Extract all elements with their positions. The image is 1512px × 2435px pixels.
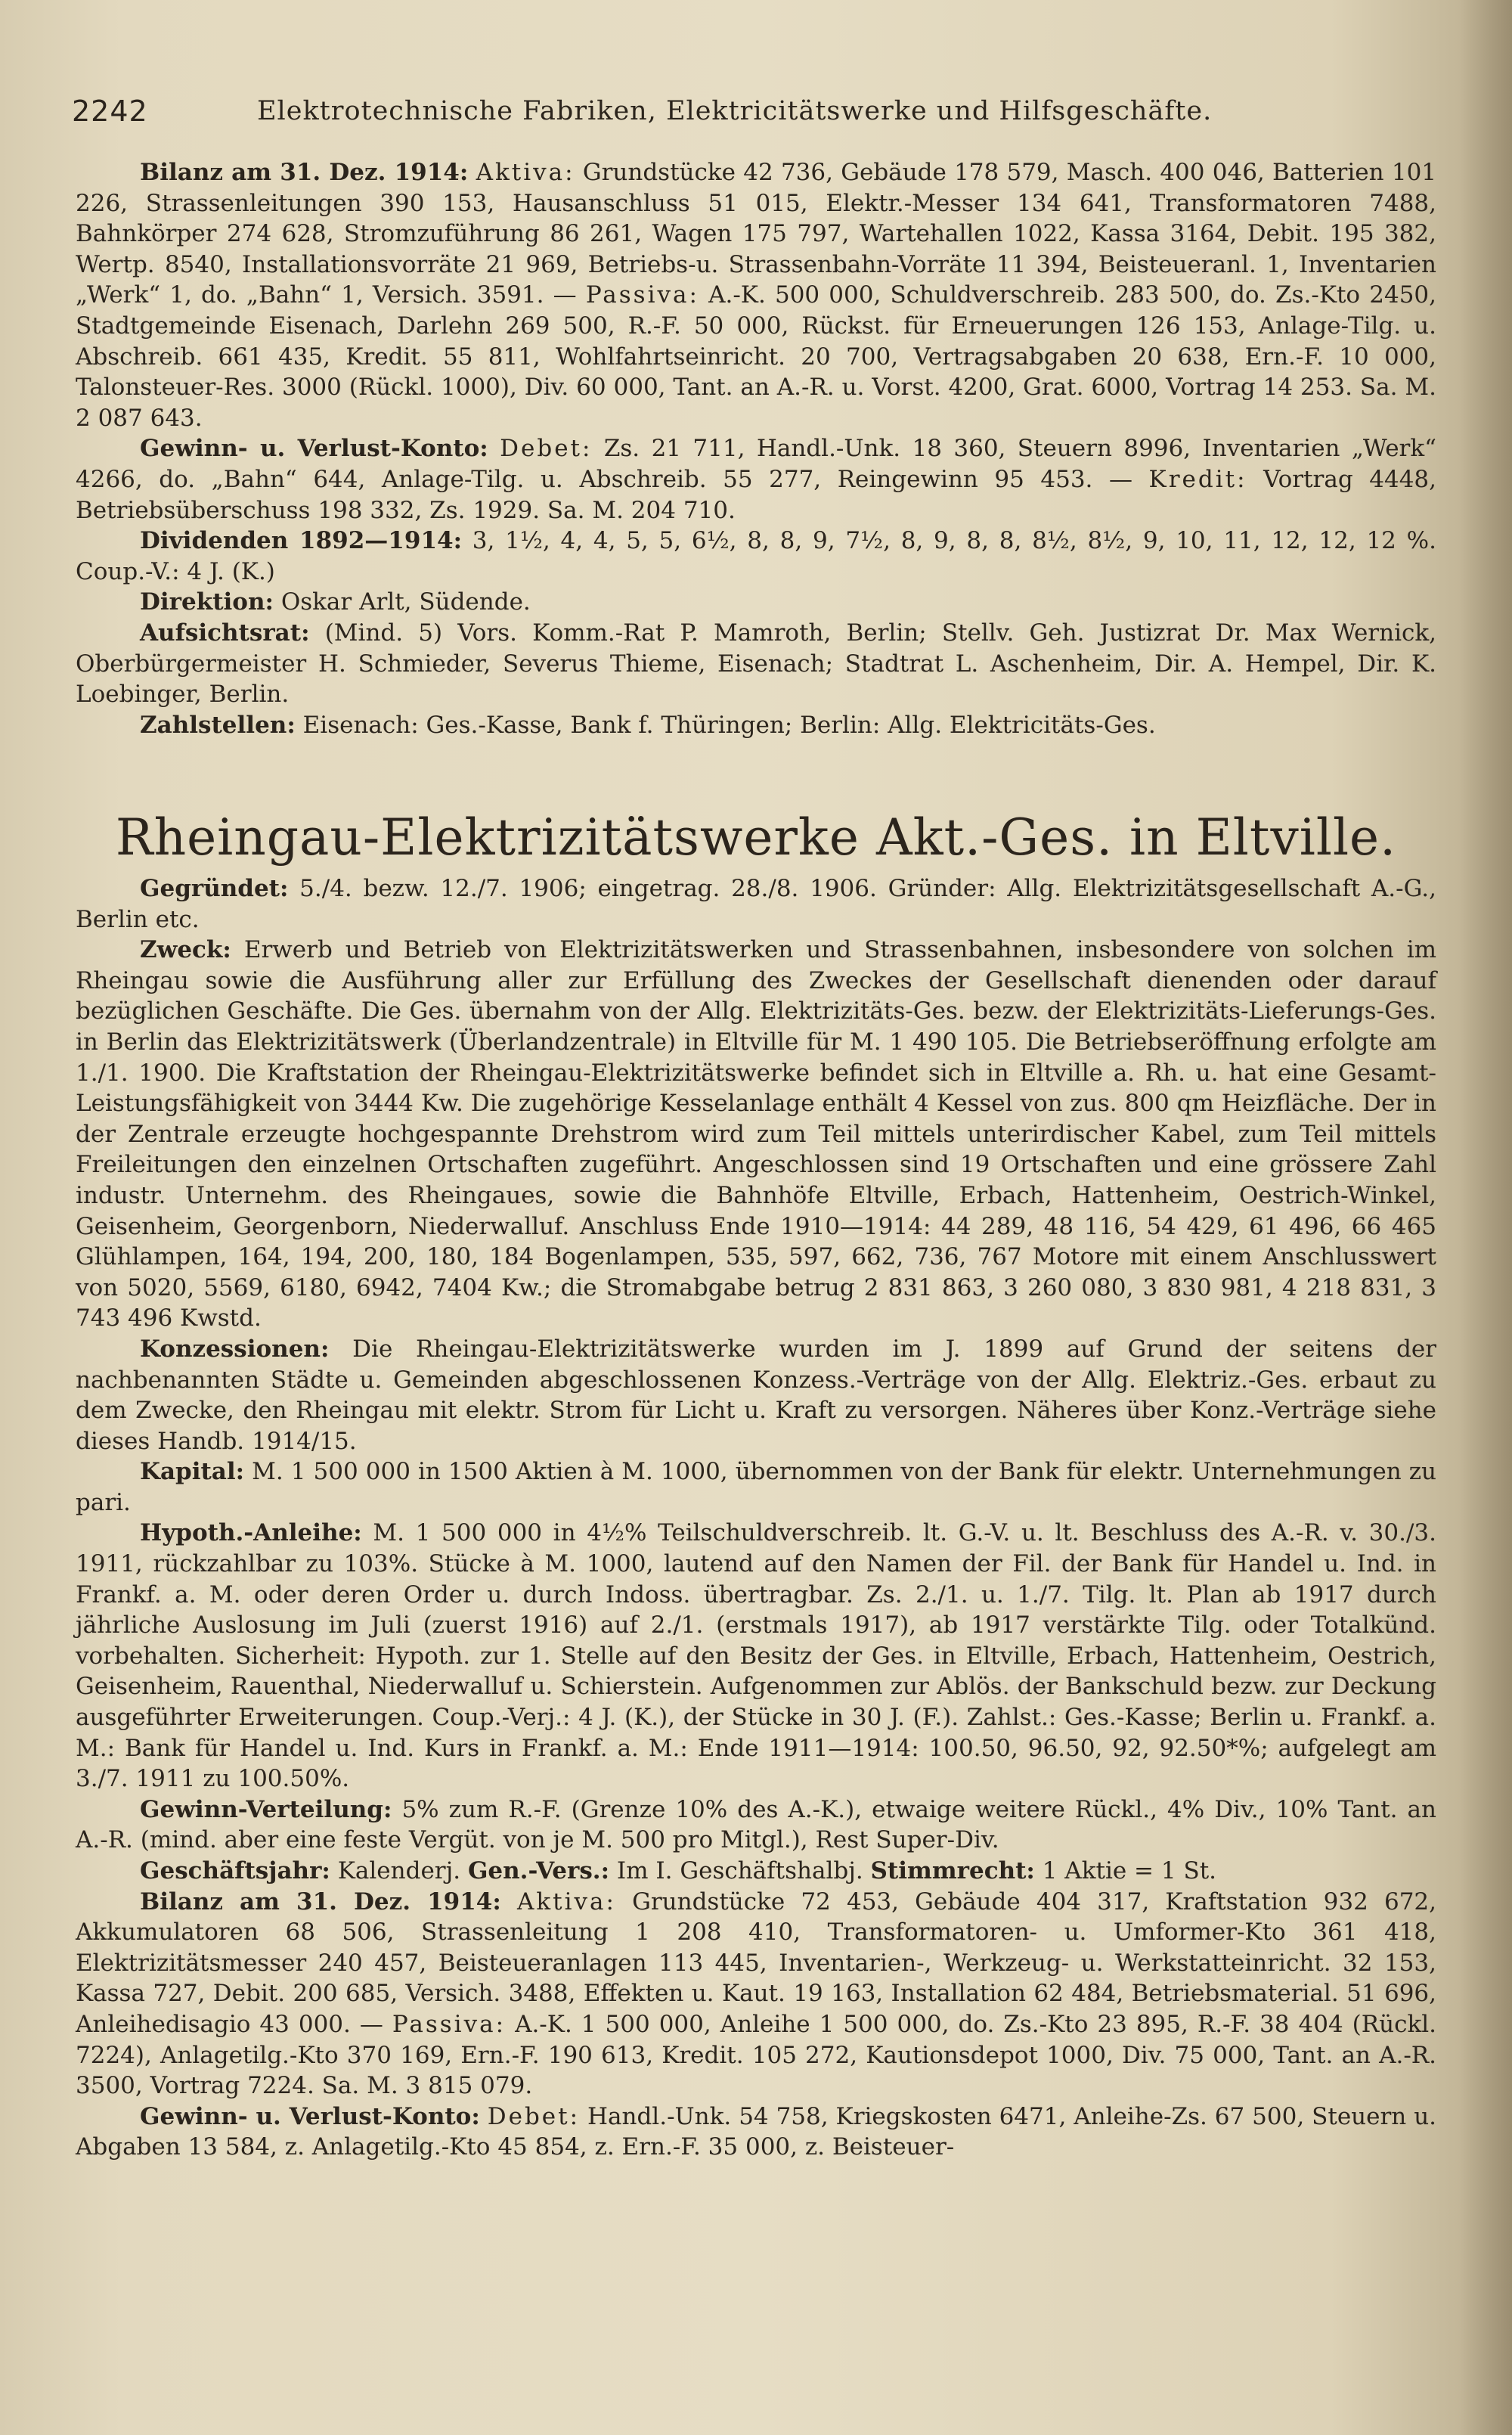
hypothek-label: Hypoth.-Anleihe: — [140, 1519, 362, 1547]
genvers-label: Gen.-Vers.: — [467, 1857, 610, 1884]
bilanz-passiva-text: A.-K. 500 000, Schuldverschreib. 283 500, do. Zs.-Kto 2450, Stadtgemeinde Eisenach, Darlehn 269 500, R.-F. 50 000, Rückst. für Erneuerungen 126 153, Anlage-Tilg. u. Abschreib. 661 435, Kredit. 55 811, Wohlfahrtseinricht. 20 700, Vertragsabgaben 20 638, Ern.-F. 10 000, Talonsteuer-Res. 3000 (Rückl. 1000), Div. 60 000, Tant. an A.-R. u. Vorst. 4200, Grat. 6000, Vortrag 14 253. Sa. M. 2 087 643. — [76, 281, 1436, 432]
zweck-paragraph — [76, 935, 1436, 1334]
kapital-label: Kapital: — [140, 1458, 245, 1486]
aufsichtsrat-text: (Mind. 5) Vors. Komm.-Rat P. Mamroth, Berlin; Stellv. Geh. Justizrat Dr. Max Wernick, Oberbürgermeister H. Schmieder, Severus Thieme, Eisenach; Stadtrat L. Aschenheim, Dir. A. Hempel, Dir. K. Loebinger, Berlin. — [76, 619, 1436, 709]
gegruendet-label: Gegründet: — [140, 875, 289, 902]
guv-debet-text: Zs. 21 711, Handl.-Unk. 18 360, Steuern 8996, Inventarien „Werk“ 4266, do. „Bahn“ 644, Anlage-Tilg. u. Abschreib. 55 277, Reingewinn 95 453. — — [76, 435, 1436, 493]
passiva-label: Passiva: — [585, 281, 699, 309]
zweck-label: Zweck: — [140, 936, 231, 964]
aufsichtsrat-label: Aufsichtsrat: — [140, 619, 310, 647]
konzessionen-paragraph — [76, 1334, 1436, 1456]
kapital-paragraph — [76, 1456, 1436, 1518]
hypothek-text: M. 1 500 000 in 4½% Teilschuldverschreib. lt. G.-V. u. lt. Beschluss des A.-R. v. 30./3. 1911, rückzahlbar zu 103%. Stücke à M. 1000, lautend auf den Namen der Fil. der Bank für Handel u. Ind. in Frankf. a. M. oder deren Order u. durch Indoss. übertragbar. Zs. 2./1. u. 1./7. Tilg. lt. Plan ab 1917 durch jährliche Auslosung im Juli (zuerst 1916) auf 2./1. (erstmals 1917), ab 1917 verstärkte Tilg. oder Totalkünd. vorbehalten. Sicherheit: Hypoth. zur 1. Stelle auf den Besitz der Ges. in Eltville, Erbach, Hattenheim, Oestrich, Geisenheim, Rauenthal, Niederwalluf u. Schierstein. Aufgenommen zur Ablös. der Bankschuld bezw. zur Deckung ausgeführter Erweiterungen. Coup.-Verj.: 4 J. (K.), der Stücke in 30 J. (F.). Zahlst.: Ges.-Kasse; Berlin u. Frankf. a. M.: Bank für Handel u. Ind. Kurs in Frankf. a. M.: Ende 1911—1914: 100.50, 96.50, 92, 92.50*%; aufgelegt am 3./7. 1911 zu 100.50%. — [76, 1519, 1436, 1793]
kredit-label: Kredit: — [1148, 465, 1247, 493]
direktion-label: Direktion: — [140, 588, 274, 616]
genvers-text: Im I. Geschäftshalbj. — [616, 1857, 863, 1884]
bilanz2-passiva-text: A.-K. 1 500 000, Anleihe 1 500 000, do. Zs.-Kto 23 895, R.-F. 38 404 (Rückl. 7224), Anlagetilg.-Kto 370 169, Ern.-F. 190 613, Kredit. 105 272, Kautionsdepot 1000, Div. 75 000, Tant. an A.-R. 3500, Vortrag 7224. Sa. M. 3 815 079. — [76, 2010, 1437, 2100]
aktiva2-label: Aktiva: — [516, 1888, 616, 1915]
zahlstellen-text: Eisenach: Ges.-Kasse, Bank f. Thüringen; Berlin: Allg. Elektricitäts-Ges. — [302, 711, 1156, 739]
company-title: Rheingau-Elektrizitätswerke Akt.-Ges. in Eltville. — [115, 808, 1397, 867]
hypothek-paragraph — [76, 1518, 1436, 1794]
zahlstellen-label: Zahlstellen: — [140, 711, 296, 739]
bilanz-label: Bilanz am 31. Dez. 1914: — [140, 159, 469, 186]
bilanz-paragraph — [76, 157, 1436, 433]
aufsichtsrat-paragraph — [76, 618, 1436, 710]
page-header — [72, 95, 1433, 132]
konzessionen-label: Konzessionen: — [140, 1335, 330, 1363]
gegruendet-text: 5./4. bezw. 12./7. 1906; eingetrag. 28./8. 1906. Gründer: Allg. Elektrizitätsgesellschaft A.-G., Berlin etc. — [76, 875, 1436, 933]
passiva2-label: Passiva: — [392, 2010, 507, 2038]
dividenden-label: Dividenden 1892—1914: — [140, 527, 463, 555]
direktion-text: Oskar Arlt, Südende. — [280, 588, 531, 616]
gewinnverteilung-paragraph — [76, 1794, 1436, 1856]
dividenden-text: 3, 1½, 4, 4, 5, 5, 6½, 8, 8, 9, 7½, 8, 9, 8, 8, 8½, 8½, 9, 10, 11, 12, 12, 12 %. Coup.-V.: 4 J. (K.) — [76, 527, 1436, 585]
direktion-paragraph — [76, 587, 1436, 618]
gewinnverteilung-label: Gewinn-Verteilung: — [140, 1795, 392, 1823]
page-number: 2242 — [72, 95, 148, 128]
guv-kredit-text: Vortrag 4448, Betriebsüberschuss 198 332, Zs. 1929. Sa. M. 204 710. — [76, 465, 1437, 524]
bilanz-aktiva-text: Grundstücke 42 736, Gebäude 178 579, Masch. 400 046, Batterien 101 226, Strassenleitungen 390 153, Hausanschluss 51 015, Elektr.-Messer 134 641, Transformatoren 7488, Bahnkörper 274 628, Stromzuführung 86 261, Wagen 175 797, Wartehallen 1022, Kassa 3164, Debit. 195 382, Wertp. 8540, Installationsvorräte 21 969, Betriebs-u. Strassenbahn-Vorräte 11 394, Beisteueranl. 1, Inventarien „Werk“ 1, do. „Bahn“ 1, Versich. 3591. — — [76, 159, 1437, 309]
gewinnverteilung-text: 5% zum R.-F. (Grenze 10% des A.-K.), etwaige weitere Rückl., 4% Div., 10% Tant. an A.-R. (mind. aber eine feste Vergüt. von je M. 500 pro Mitgl.), Rest Super-Div. — [76, 1795, 1436, 1854]
guv-label: Gewinn- u. Verlust-Konto: — [140, 435, 488, 463]
guv2-label: Gewinn- u. Verlust-Konto: — [140, 2102, 480, 2130]
guv-paragraph — [76, 433, 1436, 526]
previous-company-entry — [76, 157, 1436, 740]
konzessionen-text: Die Rheingau-Elektrizitätswerke wurden im J. 1899 auf Grund der seitens der nachbenannten Städte u. Gemeinden abgeschlossenen Konzess.-Verträge von der Allg. Elektriz.-Ges. erbaut zu dem Zwecke, den Rheingau mit elektr. Strom für Licht u. Kraft zu versorgen. Näheres über Konz.-Verträge siehe dieses Handb. 1914/15. — [76, 1335, 1436, 1455]
bilanz2-paragraph — [76, 1887, 1436, 2102]
geschaeftsjahr-paragraph — [76, 1856, 1436, 1887]
zweck-text: Erwerb und Betrieb von Elektrizitätswerken und Strassenbahnen, insbesondere von solchen im Rheingau sowie die Ausführung aller zur Erfüllung des Zweckes der Gesellschaft dienenden oder darauf bezüglichen Geschäfte. Die Ges. übernahm von der Allg. Elektrizitäts-Ges. bezw. der Elektrizitäts-Lieferungs-Ges. in Berlin das Elektrizitätswerk (Überlandzentrale) in Eltville für M. 1 490 105. Die Betriebseröffnung erfolgte am 1./1. 1900. Die Kraftstation der Rheingau-Elektrizitätswerke befindet sich in Eltville a. Rh. u. hat eine Gesamt-Leistungsfähigkeit von 3444 Kw. Die zugehörige Kesselanlage enthält 4 Kessel von zus. 800 qm Heizfläche. Der in der Zentrale erzeugte hochgespannte Drehstrom wird zum Teil mittels unterirdischer Kabel, zum Teil mittels Freileitungen den einzelnen Ortschaften zugeführt. Angeschlossen sind 19 Ortschaften und eine grössere Zahl industr. Unternehm. des Rheingaues, sowie die Bahnhöfe Eltville, Erbach, Hattenheim, Oestrich-Winkel, Geisenheim, Georgenborn, Niederwalluf. Anschluss Ende 1910—1914: 44 289, 48 116, 54 429, 61 496, 66 465 Glühlampen, 164, 194, 200, 180, 184 Bogenlampen, 535, 597, 662, 736, 767 Motore mit einem Anschlusswert von 5020, 5569, 6180, 6942, 7404 Kw.; die Stromabgabe betrug 2 831 863, 3 260 080, 3 830 981, 4 218 831, 3 743 496 Kwstd. — [76, 936, 1437, 1332]
stimmrecht-label: Stimmrecht: — [870, 1857, 1035, 1884]
geschaeftsjahr-text: Kalenderj. — [337, 1857, 461, 1884]
guv2-paragraph — [76, 2102, 1436, 2163]
bilanz2-aktiva-text: Grundstücke 72 453, Gebäude 404 317, Kraftstation 932 672, Akkumulatoren 68 506, Strassenleitung 1 208 410, Transformatoren- u. Umformer-Kto 361 418, Elektrizitätsmesser 240 457, Beisteueranlagen 113 445, Inventarien-, Werkzeug- u. Werkstatteinricht. 32 153, Kassa 727, Debit. 200 685, Versich. 3488, Effekten u. Kaut. 19 163, Installation 62 484, Betriebsmaterial. 51 696, Anleihedisagio 43 000. — — [76, 1888, 1437, 2038]
guv2-debet-text: Handl.-Unk. 54 758, Kriegskosten 6471, Anleihe-Zs. 67 500, Steuern u. Abgaben 13 584, z. Anlagetilg.-Kto 45 854, z. Ern.-F. 35 000, z. Beisteuer- — [76, 2102, 1437, 2161]
running-title: Elektrotechnische Fabriken, Elektricitätswerke und Hilfsgeschäfte. — [257, 96, 1213, 126]
aktiva-label: Aktiva: — [476, 159, 575, 186]
zahlstellen-paragraph — [76, 710, 1436, 741]
rheingau-entry — [76, 873, 1436, 2163]
debet2-label: Debet: — [487, 2102, 581, 2130]
gegruendet-paragraph — [76, 873, 1436, 935]
kapital-text: M. 1 500 000 in 1500 Aktien à M. 1000, übernommen von der Bank für elektr. Unternehmungen zu pari. — [76, 1458, 1436, 1516]
bilanz2-label: Bilanz am 31. Dez. 1914: — [140, 1888, 501, 1915]
dividenden-paragraph — [76, 526, 1436, 587]
geschaeftsjahr-label: Geschäftsjahr: — [140, 1857, 330, 1884]
debet-label: Debet: — [500, 435, 593, 463]
page-spine-shadow — [1459, 0, 1512, 2435]
stimmrecht-text: 1 Aktie = 1 St. — [1042, 1857, 1217, 1884]
